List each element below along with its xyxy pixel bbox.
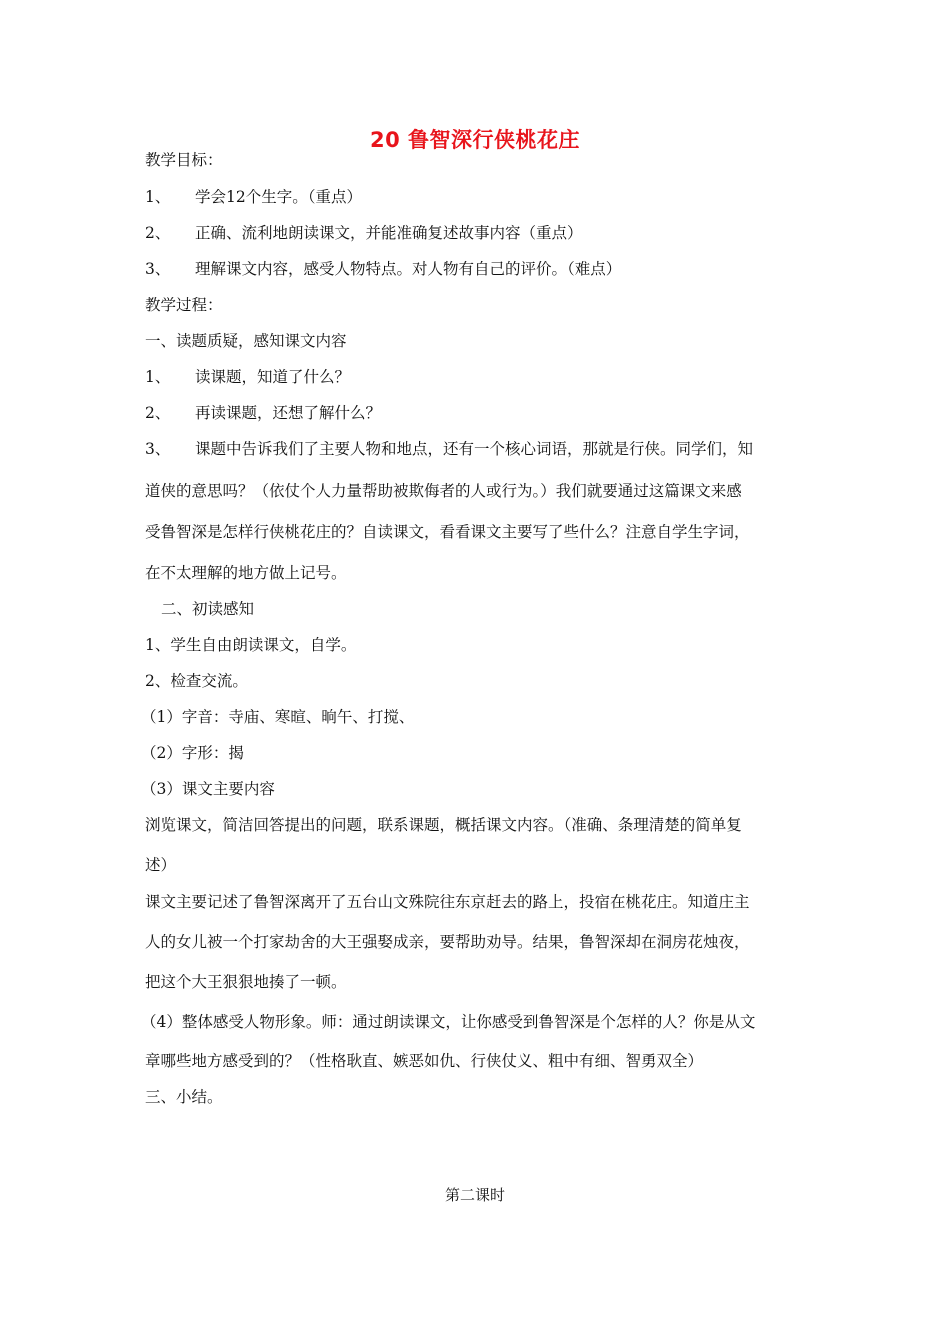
process-heading: 教学过程： [145, 296, 223, 314]
item-text: 课题中告诉我们了主要人物和地点，还有一个核心词语，那就是行侠。同学们，知 [195, 440, 754, 458]
goal-text: 正确、流利地朗读课文，并能准确复述故事内容（重点） [195, 224, 583, 242]
section2-line: 章哪些地方感受到的？（性格耿直、嫉恶如仇、行侠仗义、粗中有细、智勇双全） [145, 1052, 704, 1070]
section2-line: 1、学生自由朗读课文，自学。 [145, 636, 357, 654]
goal-number: 2、 [145, 224, 171, 242]
item-text: 读课题，知道了什么？ [195, 368, 351, 386]
section2-line: 人的女儿被一个打家劫舍的大王强娶成亲，要帮助劝导。结果，鲁智深却在洞房花烛夜， [145, 933, 750, 951]
goal-item [145, 187, 813, 207]
section2-line: 述） [145, 856, 177, 874]
section1-item [145, 403, 813, 423]
item-number: 2、 [145, 404, 171, 422]
goal-text: 理解课文内容，感受人物特点。对人物有自己的评价。（难点） [195, 260, 622, 278]
section2-line: （1）字音：寺庙、寒暄、晌午、打搅、 [141, 708, 415, 726]
goals-heading: 教学目标： [145, 151, 223, 169]
footer-label: 第二课时 [444, 1186, 505, 1204]
section1-heading: 一、读题质疑，感知课文内容 [145, 332, 347, 350]
document-title: 20 鲁智深行侠桃花庄 [369, 128, 581, 152]
section1-item [145, 439, 813, 459]
item-number: 3、 [145, 440, 171, 458]
goal-text: 学会12个生字。（重点） [195, 188, 362, 206]
section2-heading: 二、初读感知 [161, 600, 255, 618]
item-number: 1、 [145, 368, 171, 386]
goal-number: 1、 [145, 188, 171, 206]
section2-line: （3）课文主要内容 [141, 780, 275, 798]
section2-line: 把这个大王狠狠地揍了一顿。 [145, 973, 347, 991]
section3-heading: 三、小结。 [145, 1088, 223, 1106]
section1-item [145, 367, 813, 387]
goal-item [145, 259, 813, 279]
goal-number: 3、 [145, 260, 171, 278]
section2-line: （2）字形：揭 [141, 744, 244, 762]
paragraph-line: 在不太理解的地方做上记号。 [145, 564, 347, 582]
section2-line: 2、检查交流。 [145, 672, 248, 690]
section2-line: 浏览课文，简洁回答提出的问题，联系课题，概括课文内容。（准确、条理清楚的简单复 [145, 816, 742, 834]
paragraph-line: 受鲁智深是怎样行侠桃花庄的？自读课文，看看课文主要写了些什么？注意自学生字词， [145, 523, 750, 541]
section2-line: 课文主要记述了鲁智深离开了五台山文殊院往东京赶去的路上，投宿在桃花庄。知道庄主 [145, 893, 750, 911]
paragraph-line: 道侠的意思吗？（依仗个人力量帮助被欺侮者的人或行为。）我们就要通过这篇课文来感 [145, 482, 742, 500]
goal-item [145, 223, 813, 243]
section2-line: （4）整体感受人物形象。师：通过朗读课文，让你感受到鲁智深是个怎样的人？你是从文 [141, 1013, 756, 1031]
item-text: 再读课题，还想了解什么？ [195, 404, 382, 422]
